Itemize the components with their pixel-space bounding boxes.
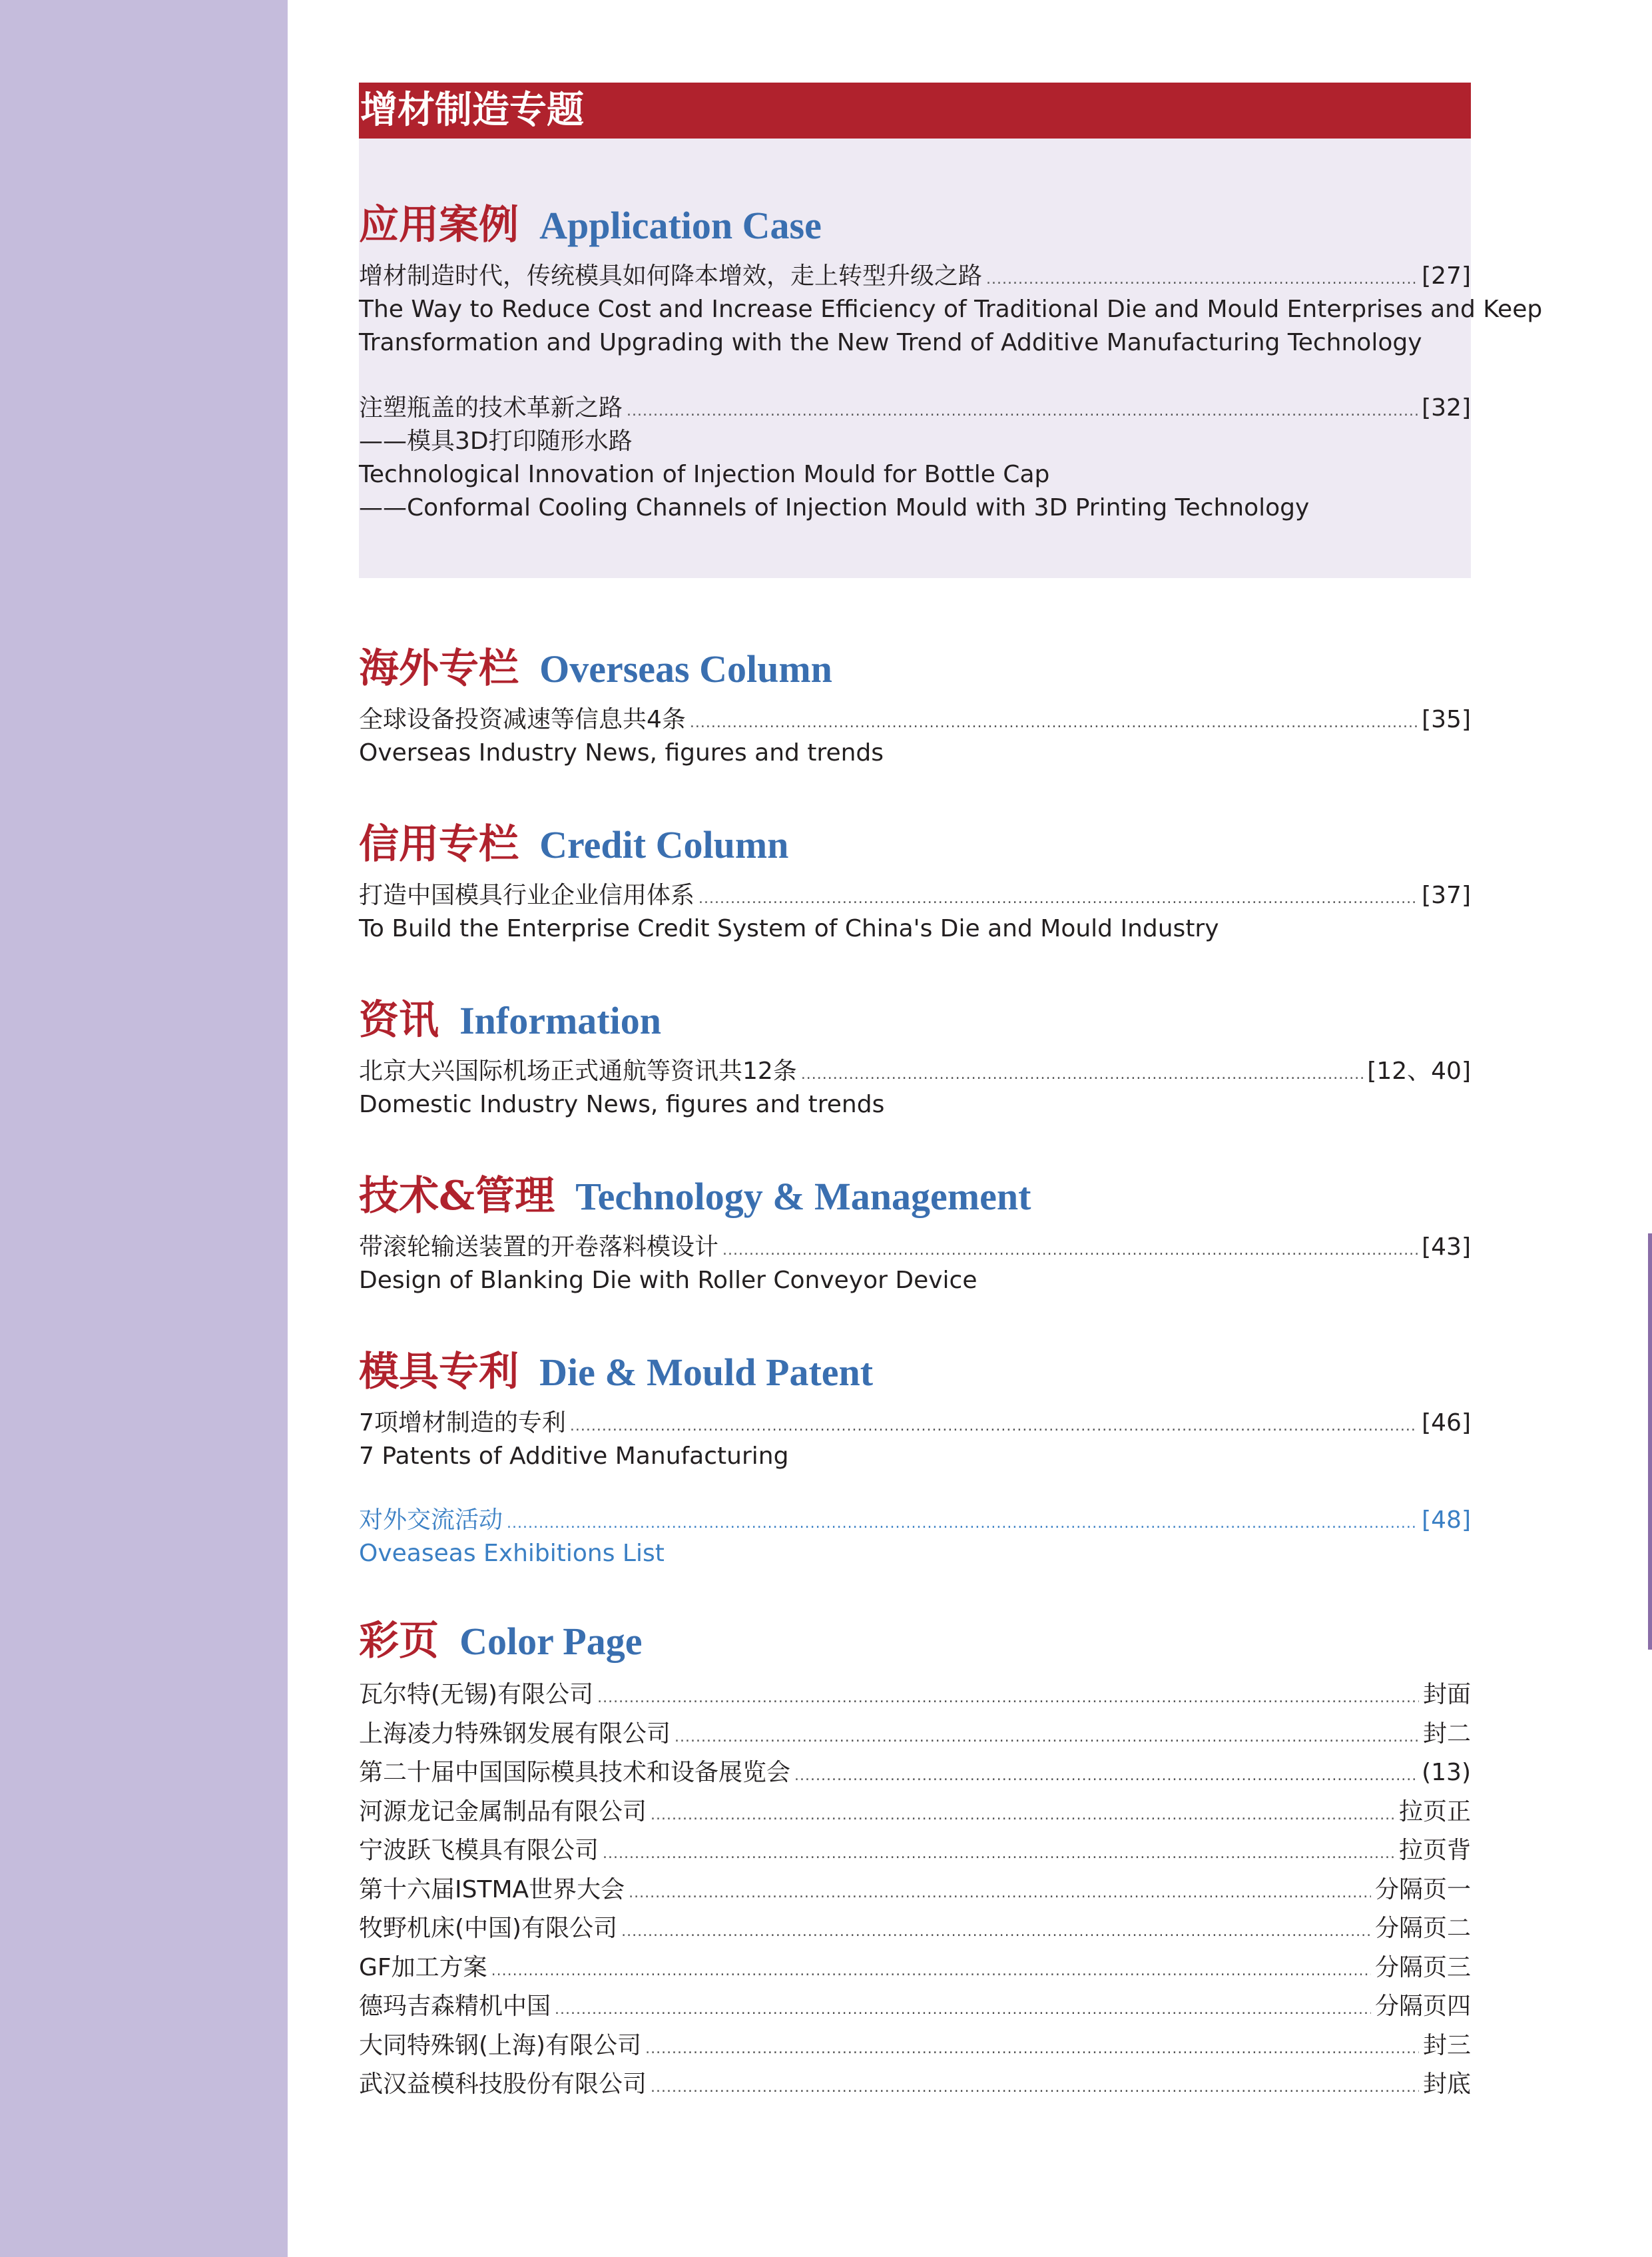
ad-page: 分隔页一 (1374, 1875, 1471, 1903)
toc-entry[interactable] (359, 879, 1471, 946)
section-title-en: Color Page (459, 1620, 643, 1663)
section-title-en: Credit Column (539, 823, 789, 866)
dot-leader (603, 1835, 1395, 1874)
entry-title-en: 7 Patents of Additive Manufacturing (359, 1443, 789, 1470)
dot-leader (597, 1679, 1419, 1718)
list-item[interactable] (359, 1676, 1471, 1715)
advertiser-name: 瓦尔特(无锡)有限公司 (359, 1681, 594, 1708)
ad-page: (13) (1422, 1759, 1471, 1786)
ad-page: 封二 (1422, 1720, 1471, 1748)
side-color-band (0, 0, 288, 2257)
section-title-technology (359, 1169, 1471, 1223)
table-of-contents (359, 83, 1543, 2104)
advertiser-name: 宁波跃飞模具有限公司 (359, 1837, 599, 1864)
entry-title-zh: 打造中国模具行业企业信用体系 (359, 882, 695, 909)
ad-page: 分隔页三 (1374, 1953, 1471, 1981)
dot-leader (491, 1952, 1371, 1991)
list-item[interactable] (359, 1909, 1471, 1949)
list-item[interactable] (359, 1715, 1471, 1754)
section-title-zh: 模具专利 (359, 1349, 519, 1395)
color-page-list (359, 1676, 1471, 2104)
dot-leader (621, 1913, 1371, 1952)
ad-page: 封三 (1422, 2031, 1471, 2059)
entry-title-en: The Way to Reduce Cost and Increase Efficiency of Traditional Die and Mould Enterprises and Keep (359, 296, 1543, 323)
section-title-en: Application Case (539, 204, 822, 247)
section-title-patent (359, 1345, 1471, 1399)
section-title-en: Overseas Column (539, 647, 832, 691)
dot-leader (507, 1507, 1418, 1540)
section-title-zh: 彩页 (359, 1618, 439, 1664)
toc-entry[interactable] (359, 1407, 1471, 1473)
edge-tab-mark (1648, 1233, 1652, 1650)
dot-leader (986, 263, 1418, 296)
dot-leader (801, 1058, 1363, 1092)
entry-page: [43] (1422, 1233, 1471, 1261)
entry-page: [46] (1422, 1409, 1471, 1437)
toc-entry-exhibitions[interactable] (359, 1504, 1471, 1570)
entry-title-zh: 增材制造时代，传统模具如何降本增效，走上转型升级之路 (359, 262, 983, 290)
ad-page: 封底 (1422, 2071, 1471, 2098)
entry-title-zh: 注塑瓶盖的技术革新之路 (359, 394, 623, 422)
advertiser-name: 河源龙记金属制品有限公司 (359, 1797, 647, 1825)
section-title-zh: 应用案例 (359, 202, 519, 248)
list-item[interactable] (359, 1754, 1471, 1793)
feature-topic-box (359, 83, 1543, 578)
advertiser-name: 第二十届中国国际模具技术和设备展览会 (359, 1759, 791, 1786)
dot-leader (651, 2069, 1419, 2108)
section-title-overseas (359, 642, 1471, 695)
toc-entry[interactable] (359, 703, 1471, 770)
dot-leader (722, 1234, 1418, 1267)
dot-leader (570, 1410, 1418, 1443)
toc-entry[interactable] (359, 392, 1471, 525)
section-title-zh: 海外专栏 (359, 645, 519, 692)
entry-page: [48] (1422, 1506, 1471, 1534)
ad-page: 分隔页四 (1374, 1993, 1471, 2020)
dot-leader (794, 1757, 1418, 1796)
section-title-en: Information (459, 999, 661, 1042)
patent-section (359, 1345, 1471, 1570)
list-item[interactable] (359, 1987, 1471, 2027)
dot-leader (555, 1991, 1371, 2030)
section-title-application (359, 198, 1471, 252)
section-title-en: Technology & Management (575, 1175, 1031, 1218)
color-page-section (359, 1614, 1471, 2104)
entry-title-en: Transformation and Upgrading with the New Trend of Additive Manufacturing Technology (359, 329, 1422, 356)
advertiser-name: 牧野机床(中国)有限公司 (359, 1915, 618, 1942)
entry-title-en: Oveaseas Exhibitions List (359, 1540, 665, 1567)
application-section (359, 139, 1543, 525)
advertiser-name: 德玛吉森精机中国 (359, 1993, 551, 2020)
advertiser-name: 第十六届ISTMA世界大会 (359, 1875, 625, 1903)
list-item[interactable] (359, 1949, 1471, 1988)
entry-title-en: Technological Innovation of Injection Mould for Bottle Cap (359, 461, 1050, 488)
entry-title-zh: 对外交流活动 (359, 1506, 503, 1534)
credit-section (359, 818, 1471, 946)
advertiser-name: 大同特殊钢(上海)有限公司 (359, 2031, 642, 2059)
dot-leader (675, 1718, 1419, 1758)
advertiser-name: 武汉益模科技股份有限公司 (359, 2071, 647, 2098)
entry-title-zh: 7项增材制造的专利 (359, 1409, 566, 1437)
topic-banner: 增材制造专题 (359, 83, 1471, 139)
toc-entry[interactable] (359, 1231, 1471, 1297)
dot-leader (629, 1874, 1371, 1913)
information-section (359, 994, 1471, 1122)
entry-title-zh: 北京大兴国际机场正式通航等资讯共12条 (359, 1058, 797, 1085)
section-title-zh: 资讯 (359, 997, 439, 1044)
toc-entry[interactable] (359, 260, 1543, 360)
section-title-color-page (359, 1614, 1471, 1668)
entry-subtitle-en: ——Conformal Cooling Channels of Injection Mould with 3D Printing Technology (359, 494, 1310, 521)
entry-title-zh: 带滚轮输送装置的开卷落料模设计 (359, 1233, 719, 1261)
entry-page: [32] (1422, 394, 1471, 422)
advertiser-name: 上海凌力特殊钢发展有限公司 (359, 1720, 671, 1748)
ad-page: 分隔页二 (1374, 1915, 1471, 1942)
list-item[interactable] (359, 2065, 1471, 2104)
section-title-information (359, 994, 1471, 1047)
entry-page: [12、40] (1367, 1058, 1471, 1085)
entry-title-en: Overseas Industry News, figures and trends (359, 739, 884, 767)
dot-leader (651, 1796, 1395, 1835)
dot-leader (645, 2030, 1419, 2069)
advertiser-name: GF加工方案 (359, 1953, 487, 1981)
section-title-credit (359, 818, 1471, 871)
ad-page: 拉页正 (1398, 1797, 1471, 1825)
entry-page: [37] (1422, 882, 1471, 909)
entry-subtitle-zh: ——模具3D打印随形水路 (359, 428, 633, 455)
dot-leader (690, 707, 1418, 740)
list-item[interactable] (359, 1871, 1471, 1910)
list-item[interactable] (359, 1793, 1471, 1832)
entry-page: [35] (1422, 706, 1471, 733)
technology-section (359, 1169, 1471, 1297)
entry-page: [27] (1422, 262, 1471, 290)
entry-title-en: Domestic Industry News, figures and trends (359, 1091, 885, 1118)
entry-title-en: Design of Blanking Die with Roller Conveyor Device (359, 1267, 977, 1294)
entry-title-zh: 全球设备投资减速等信息共4条 (359, 706, 686, 733)
dot-leader (698, 882, 1418, 916)
section-title-zh: 信用专栏 (359, 821, 519, 868)
ad-page: 封面 (1422, 1681, 1471, 1708)
toc-entry[interactable] (359, 1055, 1471, 1122)
list-item[interactable] (359, 1831, 1471, 1871)
overseas-section (359, 642, 1471, 770)
section-title-zh: 技术&管理 (359, 1173, 555, 1219)
ad-page: 拉页背 (1398, 1837, 1471, 1864)
list-item[interactable] (359, 2027, 1471, 2066)
dot-leader (627, 395, 1418, 428)
entry-title-en: To Build the Enterprise Credit System of China's Die and Mould Industry (359, 915, 1219, 942)
section-title-en: Die & Mould Patent (539, 1351, 874, 1394)
